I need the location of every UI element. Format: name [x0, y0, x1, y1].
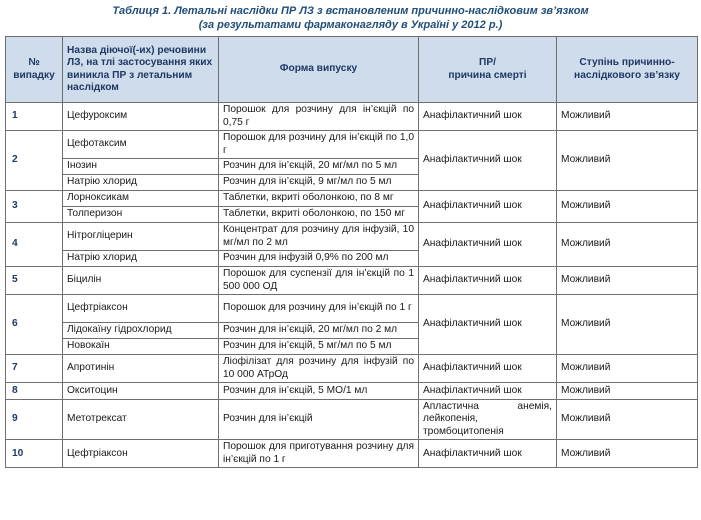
table-row [6, 267, 698, 295]
reaction: Анафілактичний шок [419, 383, 557, 400]
dosage-form: Розчин для ін’єкцій, 9 мг/мл по 5 мл [219, 175, 419, 191]
reaction: Апластична анемія, лейкопенія, тромбоцитопенія [419, 400, 557, 440]
table-header-row [6, 37, 698, 103]
header-causality-degree: Ступінь причинно- наслідкового зв’язку [557, 37, 698, 103]
reaction: Анафілактичний шок [419, 223, 557, 267]
drug-name: Лідокаїну гідрохлорид [63, 323, 219, 339]
reaction: Анафілактичний шок [419, 191, 557, 223]
caption-title: Таблиця 1. Летальні наслідки ПР ЛЗ з встановленим причинно-наслідковим зв’язком [112, 5, 589, 17]
drug-name: Новокаїн [63, 339, 219, 355]
case-number: 7 [6, 355, 63, 383]
dosage-form: Таблетки, вкриті оболонкою, по 150 мг [219, 207, 419, 223]
drug-name: Лорноксикам [63, 191, 219, 207]
case-number: 3 [6, 191, 63, 223]
causality-degree: Можливий [557, 267, 698, 295]
reaction: Анафілактичний шок [419, 295, 557, 355]
table-row [6, 440, 698, 468]
table-row [6, 400, 698, 440]
dosage-form: Розчин для ін’єкцій, 20 мг/мл по 5 мл [219, 159, 419, 175]
table-row [6, 383, 698, 400]
dosage-form: Концентрат для розчину для інфузій, 10 мг/мл по 2 мл [219, 223, 419, 251]
table-row [6, 191, 698, 207]
causality-degree: Можливий [557, 440, 698, 468]
causality-degree: Можливий [557, 131, 698, 191]
header-dosage-form: Форма випуску [219, 37, 419, 103]
table-row [6, 295, 698, 323]
case-number: 1 [6, 103, 63, 131]
reaction: Анафілактичний шок [419, 267, 557, 295]
drug-name: Натрію хлорид [63, 251, 219, 267]
table-caption [0, 4, 701, 32]
header-reaction: ПР/ причина смерті [419, 37, 557, 103]
header-case-number: № випадку [6, 37, 63, 103]
case-number: 10 [6, 440, 63, 468]
dosage-form: Розчин для ін’єкцій, 20 мг/мл по 2 мл [219, 323, 419, 339]
drug-name: Нітрогліцерин [63, 223, 219, 251]
dosage-form: Порошок для приготування розчину для ін’єкцій по 1 г [219, 440, 419, 468]
drug-name: Цефуроксим [63, 103, 219, 131]
case-number: 5 [6, 267, 63, 295]
dosage-form: Порошок для розчину для ін’єкцій по 0,75 г [219, 103, 419, 131]
case-number: 6 [6, 295, 63, 355]
dosage-form: Порошок для розчину для ін’єкцій по 1,0 г [219, 131, 419, 159]
reaction: Анафілактичний шок [419, 103, 557, 131]
drug-name: Біцилін [63, 267, 219, 295]
reaction: Анафілактичний шок [419, 440, 557, 468]
header-drug-name: Назва діючої(-их) речовини ЛЗ, на тлі застосування яких виникла ПР з летальним наслідком [63, 37, 219, 103]
dosage-form: Порошок для розчину для ін’єкцій по 1 г [219, 295, 419, 323]
drug-name: Цефотаксим [63, 131, 219, 159]
table-row [6, 223, 698, 251]
table-row [6, 355, 698, 383]
dosage-form: Порошок для суспензії для ін’єкцій по 1 500 000 ОД [219, 267, 419, 295]
drug-name: Натрію хлорид [63, 175, 219, 191]
drug-name: Апротинін [63, 355, 219, 383]
dosage-form: Розчин для ін’єкцій, 5 МО/1 мл [219, 383, 419, 400]
drug-name: Толперизон [63, 207, 219, 223]
causality-degree: Можливий [557, 383, 698, 400]
case-number: 2 [6, 131, 63, 191]
causality-degree: Можливий [557, 103, 698, 131]
drug-name: Метотрексат [63, 400, 219, 440]
drug-name: Окситоцин [63, 383, 219, 400]
causality-degree: Можливий [557, 223, 698, 267]
adverse-reactions-table [5, 36, 698, 468]
dosage-form: Ліофілізат для розчину для інфузій по 10 000 АТрОд [219, 355, 419, 383]
reaction: Анафілактичний шок [419, 355, 557, 383]
drug-name: Цефтріаксон [63, 295, 219, 323]
table-row [6, 103, 698, 131]
case-number: 4 [6, 223, 63, 267]
drug-name: Цефтріаксон [63, 440, 219, 468]
dosage-form: Таблетки, вкриті оболонкою, по 8 мг [219, 191, 419, 207]
table-row [6, 131, 698, 159]
reaction: Анафілактичний шок [419, 131, 557, 191]
dosage-form: Розчин для ін’єкцій [219, 400, 419, 440]
dosage-form: Розчин для інфузій 0,9% по 200 мл [219, 251, 419, 267]
case-number: 9 [6, 400, 63, 440]
causality-degree: Можливий [557, 400, 698, 440]
causality-degree: Можливий [557, 191, 698, 223]
dosage-form: Розчин для ін’єкцій, 5 мг/мл по 5 мл [219, 339, 419, 355]
causality-degree: Можливий [557, 355, 698, 383]
case-number: 8 [6, 383, 63, 400]
caption-subtitle: (за результатами фармаконагляду в Україні у 2012 р.) [198, 19, 503, 31]
causality-degree: Можливий [557, 295, 698, 355]
drug-name: Інозин [63, 159, 219, 175]
